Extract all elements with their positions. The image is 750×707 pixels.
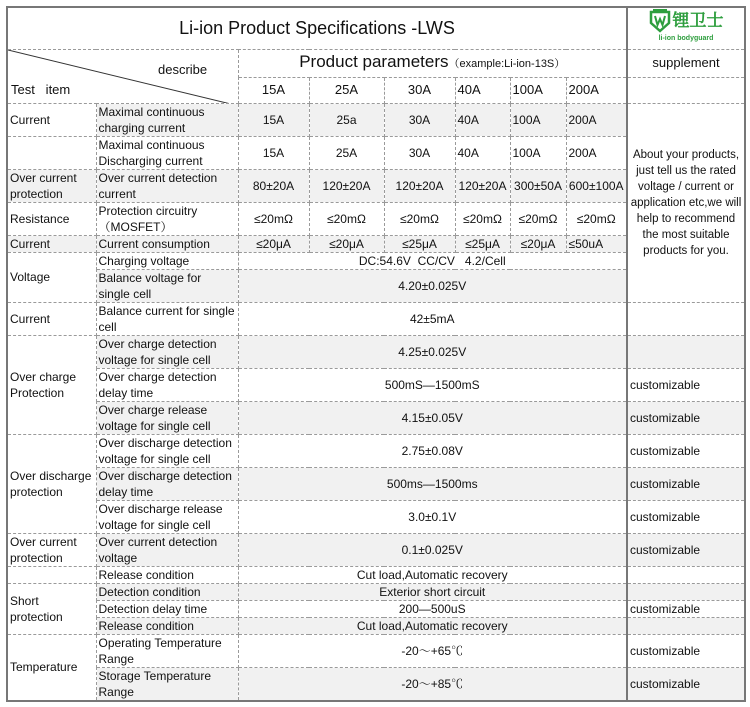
table-row (7, 533, 745, 566)
item-label: Over charge detection voltage for single cell (96, 335, 238, 368)
table-row (7, 500, 745, 533)
value-cell: 200—500uS (238, 600, 627, 617)
item-label: Operating Temperature Range (96, 634, 238, 667)
table-row: Resistance Protection circuitry （MOSFET） ≤20mΩ ≤20mΩ ≤20mΩ ≤20mΩ ≤20mΩ ≤20mΩ (7, 202, 745, 235)
group-label: Resistance (7, 202, 96, 235)
item-label: Current consumption (96, 235, 238, 252)
value-cell: 2.75±0.08V (238, 434, 627, 467)
size-col-30a: 30A (384, 77, 455, 103)
group-label: Voltage (7, 252, 96, 302)
table-row (7, 368, 745, 401)
logo-cn-text: 锂卫士 (672, 11, 724, 31)
corner-describe: describe (158, 61, 208, 77)
group-label: Over discharge protection (7, 434, 96, 533)
value-cell: 42±5mA (238, 302, 627, 335)
table-row: Over current protection Over current detection current 80±20A 120±20A 120±20A 120±20A 300±50A 600±100A (7, 169, 745, 202)
value-cell: 4.15±0.05V (238, 401, 627, 434)
item-label: Maximal continuous charging current (96, 103, 238, 136)
table-row (7, 617, 745, 634)
table-row: Current Maximal continuous charging current 15A 25a 30A 40A 100A 200A About your products, just tell us the rated voltage / current or application etc,we will help to recommend the most suitable products for you. (7, 103, 745, 136)
size-col-15a: 15A (238, 77, 309, 103)
item-label: Protection circuitry （MOSFET） (96, 202, 238, 235)
size-col-40a: 40A (455, 77, 510, 103)
table-row (7, 401, 745, 434)
table-row (7, 667, 745, 701)
group-label: Temperature (7, 634, 96, 701)
supplement-cell: customizable (627, 500, 745, 533)
table-row (7, 600, 745, 617)
logo-subtext: li-ion bodyguard (658, 35, 714, 43)
value-cell: Exterior short circuit (238, 583, 627, 600)
item-label: Over discharge detection voltage for single cell (96, 434, 238, 467)
supplement-cell: customizable (627, 667, 745, 701)
product-parameters-header: Product parameters（example:Li-ion-13S） (238, 49, 627, 77)
size-col-200a: 200A (566, 77, 627, 103)
value-cell: Cut load,Automatic recovery (238, 566, 627, 583)
table-row (7, 434, 745, 467)
value-cell: 4.25±0.025V (238, 335, 627, 368)
supplement-cell: customizable (627, 533, 745, 566)
supplement-cell: customizable (627, 600, 745, 617)
item-label: Release condition (96, 566, 238, 583)
value-cell: 0.1±0.025V (238, 533, 627, 566)
table-row (7, 566, 745, 583)
supplement-note: About your products, just tell us the rated voltage / current or application etc,we will help to recommend the most suitable products for you. (627, 103, 745, 302)
size-col-25a: 25A (309, 77, 384, 103)
item-label: Balance voltage for single cell (96, 269, 238, 302)
group-label: Current (7, 235, 96, 252)
corner-header (7, 49, 238, 103)
item-label: Balance current for single cell (96, 302, 238, 335)
item-label: Over current detection voltage (96, 533, 238, 566)
supplement-cell: customizable (627, 467, 745, 500)
item-label: Charging voltage (96, 252, 238, 269)
table-row (7, 335, 745, 368)
value-cell: 4.20±0.025V (238, 269, 627, 302)
table-row (7, 467, 745, 500)
item-label: Storage Temperature Range (96, 667, 238, 701)
page-title: Li-ion Product Specifications -LWS (7, 7, 627, 49)
supplement-cell: customizable (627, 434, 745, 467)
value-cell: -20～+85℃ (238, 667, 627, 701)
item-label: Release condition (96, 617, 238, 634)
example-note: （example:Li-ion-13S） (448, 58, 566, 70)
value-cell: -20～+65℃ (238, 634, 627, 667)
corner-test-item: Test item (11, 81, 71, 97)
supplement-cell: customizable (627, 634, 745, 667)
value-cell: 500ms—1500ms (238, 467, 627, 500)
item-label: Over discharge release voltage for single cell (96, 500, 238, 533)
spec-table (6, 6, 746, 702)
supplement-header: supplement (627, 49, 745, 77)
item-label: Detection delay time (96, 600, 238, 617)
value-cell: DC:54.6V CC/CV 4.2/Cell (238, 252, 627, 269)
group-label: Over current protection (7, 169, 96, 202)
group-label: Over charge Protection (7, 335, 96, 434)
shield-w-icon (649, 9, 671, 33)
supplement-cell: customizable (627, 401, 745, 434)
table-row (7, 583, 745, 600)
item-label: Over charge detection delay time (96, 368, 238, 401)
table-row: Maximal continuous Discharging current 15A 25A 30A 40A 100A 200A (7, 136, 745, 169)
table-row (7, 634, 745, 667)
group-label: Short protection (7, 583, 96, 634)
value-cell: 3.0±0.1V (238, 500, 627, 533)
table-row (7, 302, 745, 335)
size-col-100a: 100A (510, 77, 566, 103)
item-label: Over discharge detection delay time (96, 467, 238, 500)
supplement-cell: customizable (627, 368, 745, 401)
value-cell: Cut load,Automatic recovery (238, 617, 627, 634)
group-label: Current (7, 103, 96, 136)
item-label: Maximal continuous Discharging current (96, 136, 238, 169)
group-label: Over current protection (7, 533, 96, 566)
table-row: Current Current consumption ≤20μA ≤20μA ≤25μA ≤25μA ≤20μA ≤50uA (7, 235, 745, 252)
group-label: Current (7, 302, 96, 335)
item-label: Over current detection current (96, 169, 238, 202)
item-label: Detection condition (96, 583, 238, 600)
brand-logo (627, 7, 745, 49)
item-label: Over charge release voltage for single cell (96, 401, 238, 434)
value-cell: 500mS—1500mS (238, 368, 627, 401)
